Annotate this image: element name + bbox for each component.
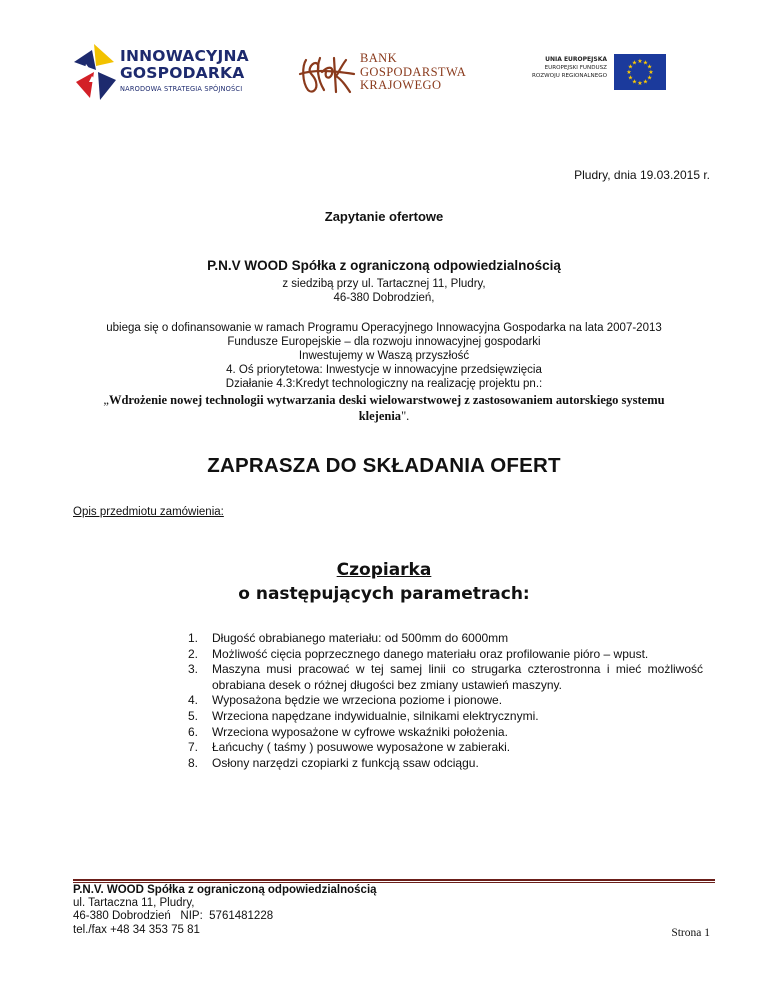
parameter-text: Osłony narzędzi czopiarki z funkcją ssaw odciągu. xyxy=(212,755,479,770)
logo-ue-line3: ROZWOJU REGIONALNEGO xyxy=(532,73,607,79)
eu-star-icon: ★ xyxy=(627,75,634,82)
project-quote-open: „ xyxy=(103,393,109,407)
project-title-line-2 xyxy=(0,407,768,425)
footer-rule xyxy=(73,879,715,881)
machine-name xyxy=(0,560,768,580)
footer-phone: tel./fax +48 34 353 75 81 xyxy=(73,923,200,936)
parameter-number: 8. xyxy=(188,755,199,770)
eu-star-icon: ★ xyxy=(646,75,653,82)
footer-street: ul. Tartaczna 11, Pludry, xyxy=(73,897,195,910)
eu-star-icon: ★ xyxy=(627,64,634,71)
eu-star-icon: ★ xyxy=(631,79,638,86)
parameter-item xyxy=(188,740,703,756)
logo-ue-line2: EUROPEJSKI FUNDUSZ xyxy=(544,65,607,71)
eu-star-icon: ★ xyxy=(646,64,653,71)
page-number: Strona 1 xyxy=(671,927,710,939)
intro-line-3: Inwestujemy w Waszą przyszłość xyxy=(298,350,470,362)
parameter-number: 5. xyxy=(188,708,199,723)
logo-ig-sub: NARODOWA STRATEGIA SPÓJNOŚCI xyxy=(120,85,243,93)
parameter-item xyxy=(188,693,703,709)
parameter-item xyxy=(188,647,703,663)
company-address-2: 46-380 Dobrodzień, xyxy=(333,292,435,304)
eu-star-icon: ★ xyxy=(637,59,643,66)
parameter-text: Maszyna musi pracować w tej samej linii co strugarka czterostronna i mieć możliwość obrabiana desek o różnej długości bez zmiany ustawień maszyny. xyxy=(212,662,703,692)
parameter-number: 7. xyxy=(188,740,199,755)
intro-line-5: Działanie 4.3:Kredyt technologiczny na realizację projektu pn.: xyxy=(225,378,543,390)
eu-stars-icon xyxy=(614,54,666,90)
eu-star-icon: ★ xyxy=(642,60,649,67)
project-title-2: klejenia xyxy=(358,409,402,423)
machine-name-text: Czopiarka xyxy=(336,560,432,580)
parameter-item xyxy=(188,662,703,693)
parameter-text: Wyposażona będzie we wrzeciona poziome i pionowe. xyxy=(212,693,503,708)
intro-line-1: ubiega się o dofinansowanie w ramach Programu Operacyjnego Innowacyjna Gospodarka na lata 2007-2013 xyxy=(106,322,662,334)
company-address-1: z siedzibą przy ul. Tartacznej 11, Pludry, xyxy=(282,278,486,290)
parameter-text: Łańcuchy ( taśmy ) posuwowe wyposażone w zabieraki. xyxy=(212,740,511,755)
parameter-text: Możliwość cięcia poprzecznego danego materiału oraz profilowanie pióro – wpust. xyxy=(212,646,649,661)
parameter-number: 4. xyxy=(188,693,199,708)
logo-bgk-line1: BANK xyxy=(360,51,398,65)
document-title: Zapytanie ofertowe xyxy=(324,209,444,224)
parameter-item xyxy=(188,756,703,772)
parameters-list xyxy=(188,631,703,771)
parameter-number: 2. xyxy=(188,646,199,661)
intro-line-4: 4. Oś priorytetowa: Inwestycje w innowacyjne przedsięwzięcia xyxy=(226,364,542,376)
eu-star-icon: ★ xyxy=(631,60,638,67)
logo-bgk-line3: KRAJOWEGO xyxy=(360,78,442,92)
parameter-number: 6. xyxy=(188,724,199,739)
logo-ig-line2: GOSPODARKA xyxy=(120,64,245,82)
bgk-logo xyxy=(298,50,483,100)
parameter-item xyxy=(188,725,703,741)
footer-rule-thin xyxy=(73,882,715,883)
parameter-text: Wrzeciona wyposażone w cyfrowe wskaźniki położenia. xyxy=(212,724,508,739)
logo-ig-line1: INNOWACYJNA xyxy=(120,47,249,65)
headline: ZAPRASZA DO SKŁADANIA OFERT xyxy=(207,454,561,477)
eu-logo xyxy=(516,54,668,94)
project-title-1: Wdrożenie nowej technologii wytwarzania deski wielowarstwowej z zastosowaniem autorskiego systemu xyxy=(108,393,665,407)
parameter-number: 3. xyxy=(188,662,199,677)
machine-subtitle: o następujących parametrach: xyxy=(238,584,530,604)
eu-flag-icon xyxy=(614,54,666,90)
logo-bgk-line2: GOSPODARSTWA xyxy=(360,64,467,79)
intro-line-2: Fundusze Europejskie – dla rozwoju innowacyjnej gospodarki xyxy=(227,336,541,348)
company-name: P.N.V WOOD Spółka z ograniczoną odpowiedzialnością xyxy=(207,258,561,273)
opis-label: Opis przedmiotu zamówienia: xyxy=(73,506,224,518)
parameter-item xyxy=(188,709,703,725)
parameter-text: Wrzeciona napędzane indywidualnie, silnikami elektrycznymi. xyxy=(212,708,539,723)
footer xyxy=(73,884,377,937)
logo-ue-line1: UNIA EUROPEJSKA xyxy=(545,56,607,63)
footer-company: P.N.V. WOOD Spółka z ograniczoną odpowiedzialnością xyxy=(73,884,377,896)
project-quote-close: ". xyxy=(401,409,410,423)
innowacyjna-gospodarka-logo xyxy=(72,42,257,104)
bgk-monogram-icon xyxy=(298,52,356,96)
eu-star-icon: ★ xyxy=(637,81,643,88)
document-date: Pludry, dnia 19.03.2015 r. xyxy=(574,168,710,182)
eu-star-icon: ★ xyxy=(626,70,632,77)
footer-city-nip: 46-380 Dobrodzień NIP: 5761481228 xyxy=(73,910,274,923)
parameter-text: Długość obrabianego materiału: od 500mm do 6000mm xyxy=(212,631,509,645)
eu-star-icon: ★ xyxy=(648,70,654,77)
eu-star-icon: ★ xyxy=(642,79,649,86)
innowacyjna-gospodarka-emblem-icon xyxy=(72,42,118,104)
parameter-number: 1. xyxy=(188,631,199,645)
parameter-item xyxy=(188,631,703,647)
